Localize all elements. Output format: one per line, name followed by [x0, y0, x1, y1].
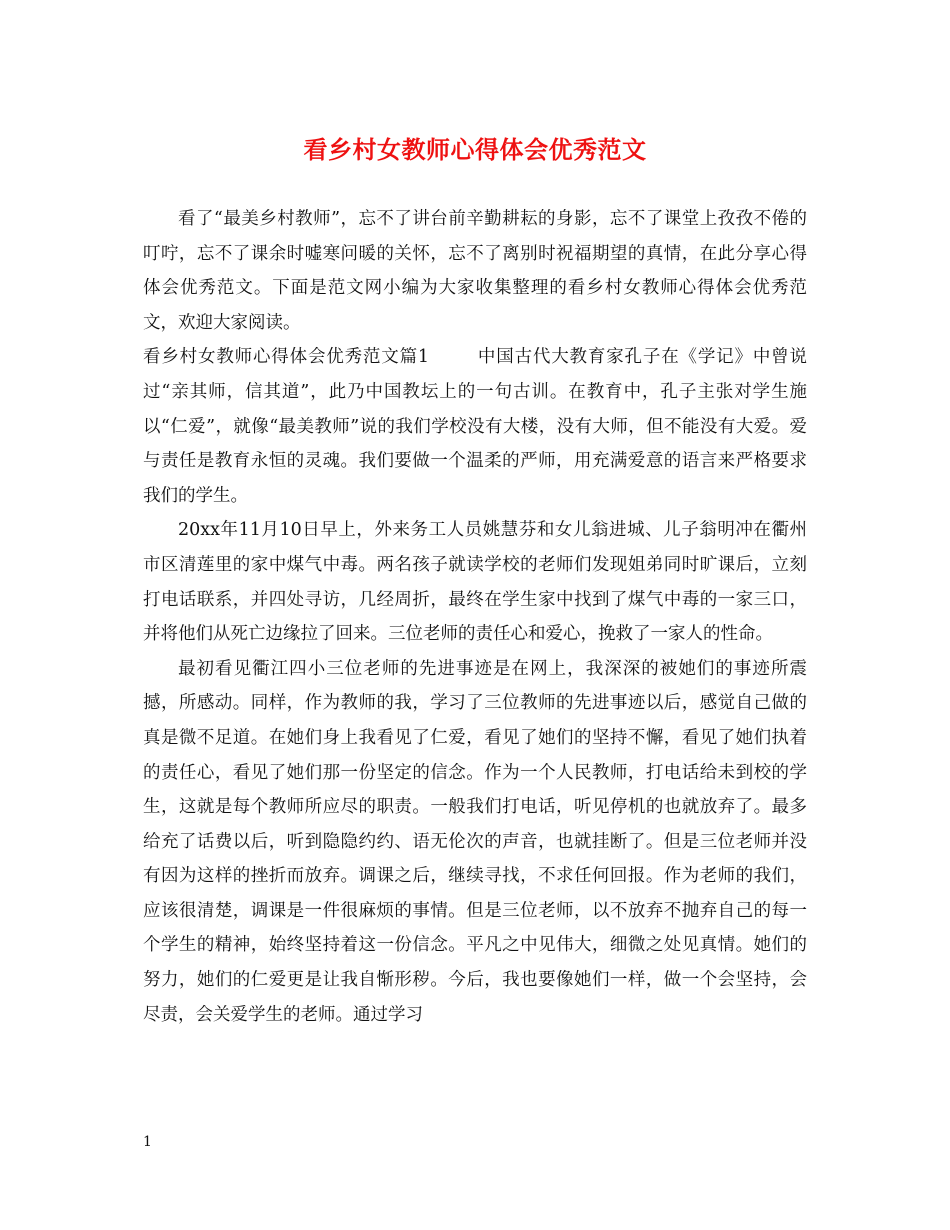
section-1-paragraph: [143, 340, 807, 513]
document-body: [143, 202, 807, 1032]
event-paragraph: 20xx年11月10日早上，外来务工人员姚慧芬和女儿翁进城、儿子翁明冲在衢州市区清莲里的家中煤气中毒。两名孩子就读学校的老师们发现姐弟同时旷课后，立刻打电话联系，并四处寻访，几经周折，最终在学生家中找到了煤气中毒的一家三口，并将他们从死亡边缘拉了回来。三位老师的责任心和爱心，挽救了一家人的性命。: [143, 520, 807, 645]
page-number: 1: [143, 1134, 152, 1150]
section-1-text: 中国古代大教育家孔子在《学记》中曾说过“亲其师，信其道”，此乃中国教坛上的一句古训。在教育中，孔子主张对学生施以“仁爱”，就像“最美教师”说的我们学校没有大楼，没有大师，但不能没有大爱。爱与责任是教育永恒的灵魂。我们要做一个温柔的严师，用充满爱意的语言来严格要求我们的学生。: [143, 347, 808, 506]
intro-paragraph: 看了“最美乡村教师”，忘不了讲台前辛勤耕耘的身影，忘不了课堂上孜孜不倦的叮咛，忘不了课余时嘘寒问暖的关怀，忘不了离别时祝福期望的真情，在此分享心得体会优秀范文。下面是范文网小编为大家收集整理的看乡村女教师心得体会优秀范文，欢迎大家阅读。: [143, 209, 807, 333]
reflection-paragraph: 最初看见衢江四小三位老师的先进事迹是在网上，我深深的被她们的事迹所震撼，所感动。同样，作为教师的我，学习了三位教师的先进事迹以后，感觉自己做的真是微不足道。在她们身上我看见了仁爱，看见了她们的坚持不懈，看见了她们执着的责任心，看见了她们那一份坚定的信念。作为一个人民教师，打电话给未到校的学生，这就是每个教师所应尽的职责。一般我们打电话，听见停机的也就放弃了。最多给充了话费以后，听到隐隐约约、语无伦次的声音，也就挂断了。但是三位老师并没有因为这样的挫折而放弃。调课之后，继续寻找，不求任何回报。作为老师的我们，应该很清楚，调课是一件很麻烦的事情。但是三位老师，以不放弃不抛弃自己的每一个学生的精神，始终坚持着这一份信念。平凡之中见伟大，细微之处见真情。她们的努力，她们的仁爱更是让我自惭形秽。今后，我也要像她们一样，做一个会坚持，会尽责，会关爱学生的老师。通过学习: [143, 658, 807, 1025]
section-heading: 看乡村女教师心得体会优秀范文篇1: [143, 347, 430, 368]
document-title: 看乡村女教师心得体会优秀范文: [303, 135, 647, 164]
